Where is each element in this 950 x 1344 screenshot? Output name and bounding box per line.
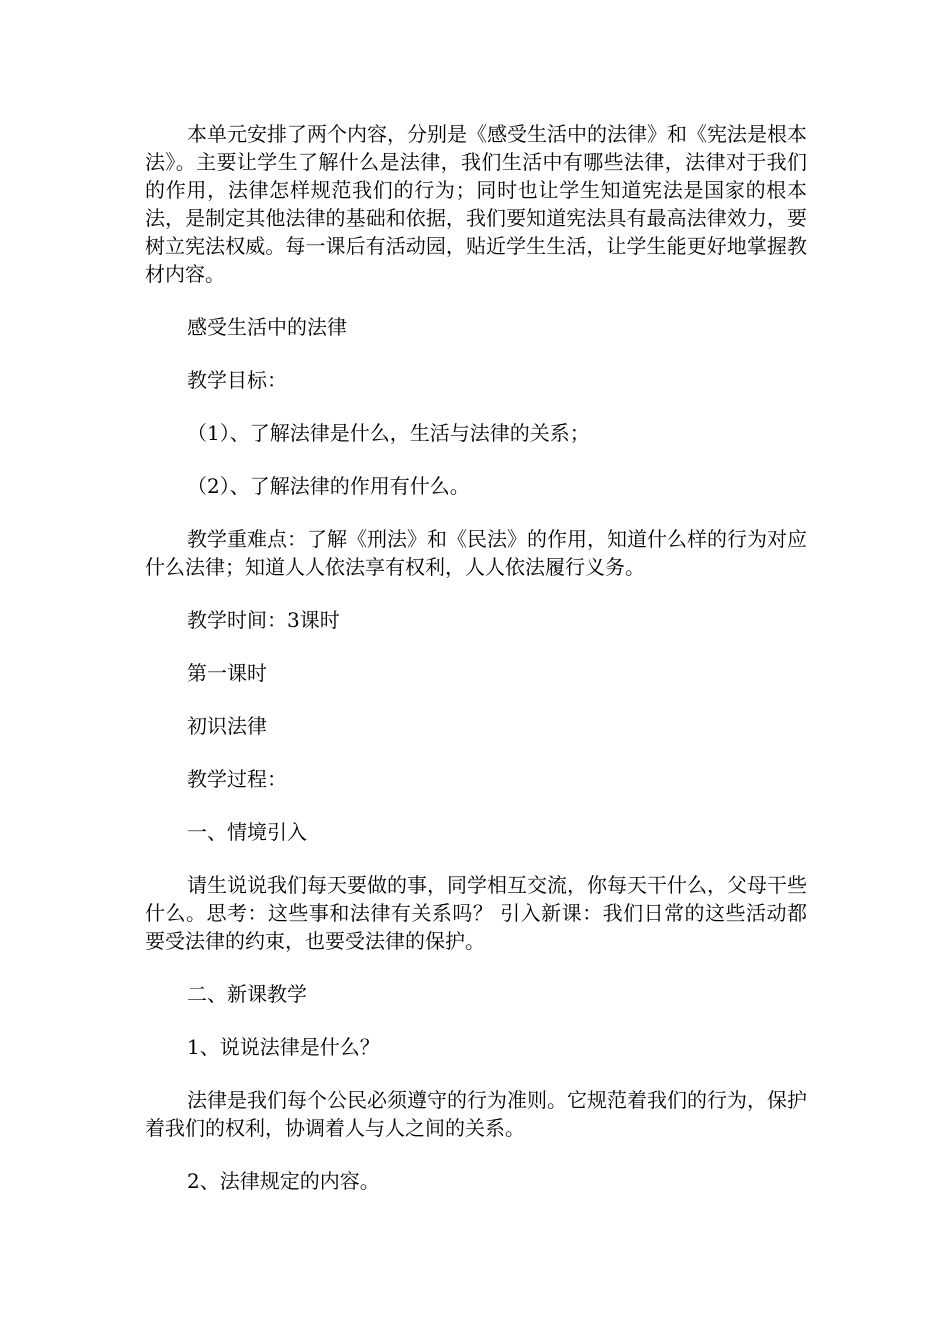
item-1-body: 法律是我们每个公民必须遵守的行为准则。它规范着我们的行为，保护着我们的权利，协调着人与人之间的关系。 [145,1088,807,1140]
objective-2: （2）、了解法律的作用有什么。 [187,474,470,498]
document-body [145,120,807,1195]
section-1-body: 请生说说我们每天要做的事，同学相互交流，你每天干什么，父母干些什么。思考：这些事和法律有关系吗？ 引入新课：我们日常的这些活动都要受法律的约束，也要受法律的保护。 [145,873,807,953]
section-2-heading: 二、新课教学 [187,982,307,1006]
process-heading: 教学过程： [187,767,287,791]
objective-1: （1）、了解法律是什么，生活与法律的关系； [187,421,590,445]
teaching-time: 教学时间：3课时 [187,608,340,632]
intro-paragraph: 本单元安排了两个内容，分别是《感受生活中的法律》和《宪法是根本法》。主要让学生了解什么是法律，我们生活中有哪些法律，法律对于我们的作用，法律怎样规范我们的行为；同时也让学生知道宪法是国家的根本法，是制定其他法律的基础和依据，我们要知道宪法具有最高法律效力，要树立宪法权威。每一课后有活动园，贴近学生生活，让学生能更好地掌握教材内容。 [145,122,807,286]
first-lesson-topic: 初识法律 [187,714,267,738]
first-lesson-heading: 第一课时 [187,661,267,685]
objectives-heading: 教学目标： [187,368,287,392]
section-1-heading: 一、情境引入 [187,820,307,844]
key-difficulties: 教学重难点：了解《刑法》和《民法》的作用，知道什么样的行为对应什么法律；知道人人依法享有权利，人人依法履行义务。 [145,527,807,579]
lesson-title: 感受生活中的法律 [187,315,347,339]
item-2-heading: 2、法律规定的内容。 [187,1169,380,1193]
item-1-heading: 1、说说法律是什么？ [187,1035,380,1059]
